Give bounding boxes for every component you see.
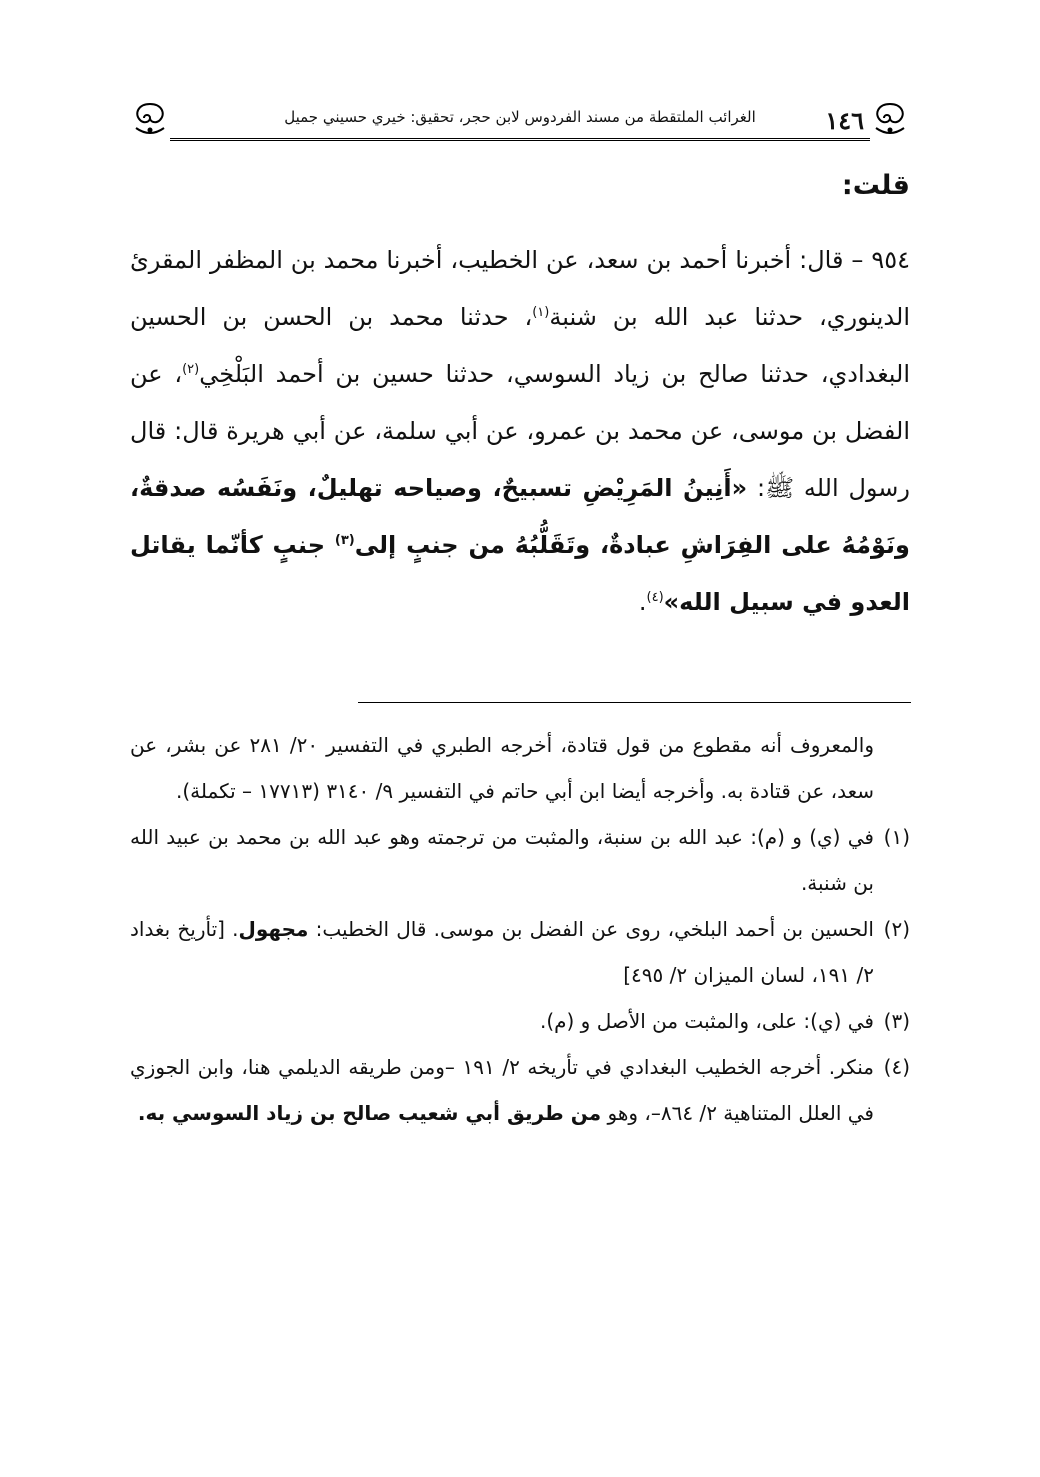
floral-ornament-icon (870, 100, 910, 136)
isnad-text: ، عن الفضل بن موسى، عن محمد بن عمرو، عن أبي سلمة، عن أبي هريرة قال: قال رسول الله ﷺ: (130, 360, 910, 502)
footnote-marker: (٣) (883, 1009, 910, 1033)
footnote-separator (358, 702, 911, 703)
section-heading: قلت: (841, 170, 910, 201)
footnote-bold-text: مجهول (238, 917, 309, 941)
page-number: ١٤٦ (825, 106, 864, 135)
footnote-item (130, 906, 910, 998)
footnotes (130, 722, 910, 1136)
footnote-continuation: والمعروف أنه مقطوع من قول قتادة، أخرجه الطبري في التفسير ٢٠/ ٢٨١ عن بشر، عن سعد، عن قتادة به. وأخرجه أيضا ابن أبي حاتم في التفسير ٩/ ٣١٤٠ (١٧٧١٣ – تكملة). (130, 733, 874, 803)
footnote-text-part: منكر. أخرجه الخطيب البغدادي في تأريخه ٢/ ١٩١ –ومن طريقه الديلمي هنا، وابن الجوزي في العلل المتناهية ٢/ ٨٦٤–، وهو (130, 1055, 874, 1125)
footnote-text (130, 1044, 874, 1136)
floral-ornament-icon (130, 100, 170, 136)
footnote-item (130, 814, 910, 906)
footnote-marker: (٤) (883, 1055, 910, 1079)
header-rule (170, 138, 870, 141)
footnote-ref[interactable]: (٤) (646, 590, 664, 605)
isnad-text: ٩٥٤ – قال: أخبرنا أحمد بن سعد، عن الخطيب، أخبرنا محمد بن المظفر المقرئ الدينوري، حدثنا عبد الله بن شنبة (130, 246, 910, 331)
running-title: الغرائب الملتقطة من مسند الفردوس لابن حجر، تحقيق: خيري حسيني جميل (284, 108, 756, 126)
footnote-text-part: الحسين بن أحمد البلخي، روى عن الفضل بن موسى. قال الخطيب: (308, 917, 874, 941)
footnote-item (130, 998, 910, 1044)
footnote-text: في (ي) و (م): عبد الله بن سنبة، والمثبت من ترجمته وهو عبد الله بن محمد بن عبيد الله بن شنبة. (130, 825, 874, 895)
footnote-ref[interactable]: (٢) (182, 362, 200, 377)
footnote-text (130, 906, 874, 998)
matn-text: «أَنِينُ المَرِيْضِ تسبيحٌ، وصياحه تهليلٌ، ونَفَسُه صدقةٌ، ونَوْمُهُ على الفِرَاشِ عبادةٌ، وتَقَلُّبُهُ من جنبٍ إلى (130, 474, 910, 559)
footnote-ref[interactable]: (١) (532, 305, 550, 320)
footnote-marker: (٢) (883, 917, 910, 941)
matn-text: جنبٍ كأنّما يقاتل العدو في سبيل الله» (130, 531, 910, 616)
isnad-text: ، حدثنا محمد بن الحسن بن الحسين البغدادي، حدثنا صالح بن زياد السوسي، حدثنا حسين بن أحمد البَلْخِي (130, 303, 911, 388)
page-header (130, 98, 910, 142)
footnote-marker: (١) (883, 825, 910, 849)
footnote-item (130, 1044, 910, 1136)
footnote-text: في (ي): على، والمثبت من الأصل و (م). (539, 1009, 874, 1033)
hadith-paragraph (130, 232, 910, 631)
end-punctuation: . (638, 588, 647, 616)
footnote-ref[interactable]: (٣) (334, 533, 355, 548)
footnote-text-part: . [تأريخ بغداد ٢/ ١٩١، لسان الميزان ٢/ ٤٩٥] (130, 917, 874, 987)
footnote-bold-text: من طريق أبي شعيب صالح بن زياد السوسي به. (137, 1101, 602, 1125)
